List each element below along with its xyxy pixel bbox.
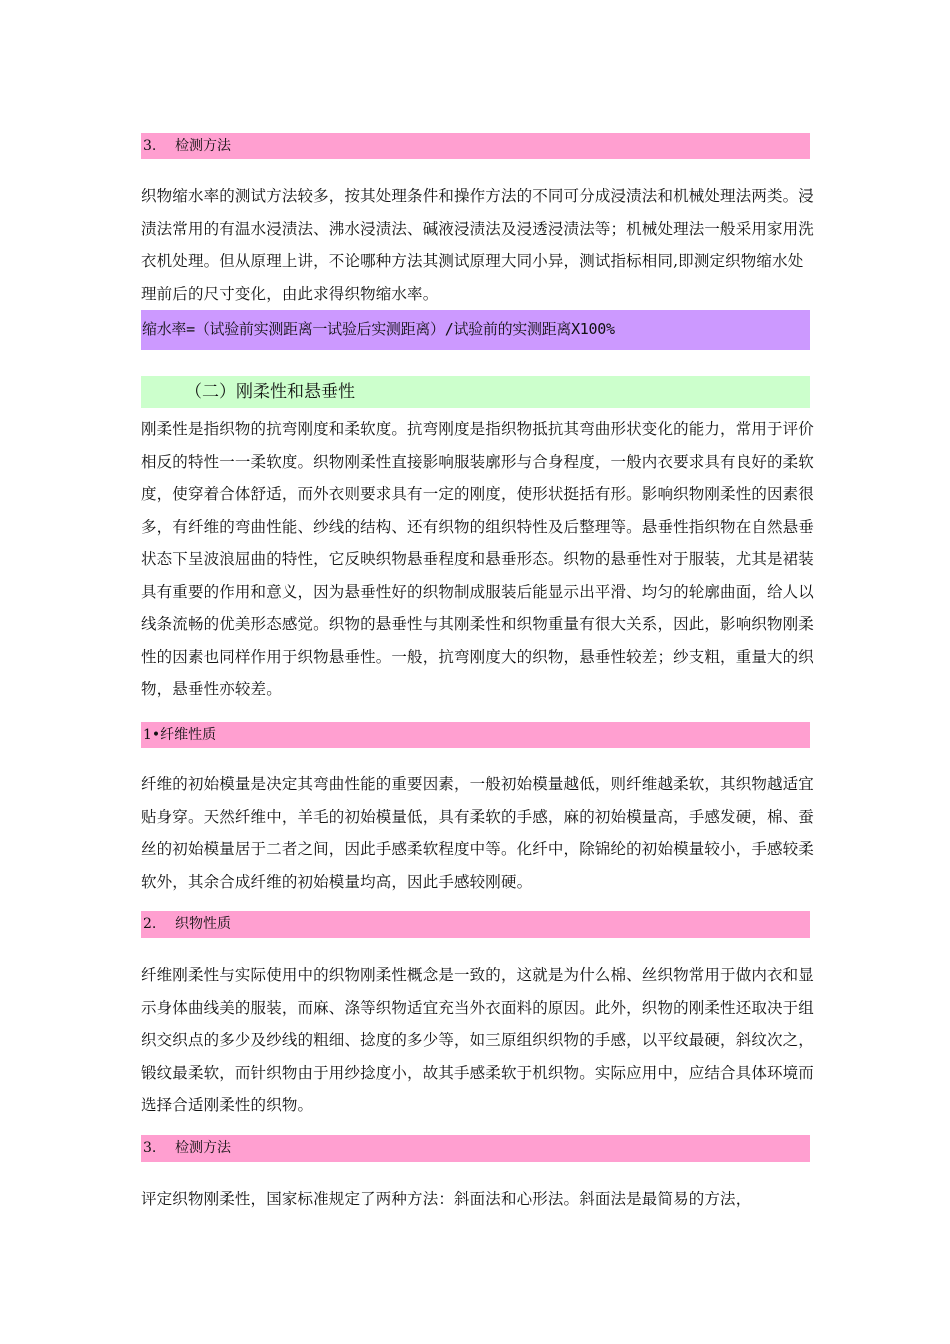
section-number: 2.	[143, 916, 157, 932]
section-title: 检测方法	[175, 1140, 231, 1156]
section-heading-fiber-properties	[141, 722, 810, 748]
section-heading-test-method	[141, 133, 810, 159]
section-heading-stiffness-test	[141, 1135, 810, 1162]
paragraph-stiffness-test: 评定织物刚柔性，国家标准规定了两种方法：斜面法和心形法。斜面法是最简易的方法，	[141, 1190, 752, 1208]
formula-shrinkage-rate: 缩水率=（试验前实测距离一试验后实测距离）/试验前的实测距离X100%	[141, 310, 810, 350]
section-title: 织物性质	[175, 916, 231, 932]
section-title: 1•纤维性质	[143, 727, 217, 743]
paragraph-fabric-properties: 纤维刚柔性与实际使用中的织物刚柔性概念是一致的，这就是为什么棉、丝织物常用于做内衣和显示身体曲线美的服装，而麻、涤等织物适宜充当外衣面料的原因。此外，织物的刚柔性还取决于组织交织点的多少及纱线的粗细、捻度的多少等，如三原组织织物的手感，以平纹最硬，斜纹次之，锻纹最柔软，而针织物由于用纱捻度小，故其手感柔软于机织物。实际应用中，应结合具体环境而选择合适刚柔性的织物。	[141, 966, 814, 1114]
section-number: 3.	[143, 1140, 157, 1156]
section-title: 检测方法	[175, 138, 231, 154]
section-number: 3.	[143, 138, 157, 154]
paragraph-stiffness-drape: 刚柔性是指织物的抗弯刚度和柔软度。抗弯刚度是指织物抵抗其弯曲形状变化的能力，常用于评价相反的特性一一柔软度。织物刚柔性直接影响服装廓形与合身程度，一般内衣要求具有良好的柔软度，使穿着合体舒适，而外衣则要求具有一定的刚度，使形状挺括有形。影响织物刚柔性的因素很多，有纤维的弯曲性能、纱线的结构、还有织物的组织特性及后整理等。悬垂性指织物在自然悬垂状态下呈波浪屈曲的特性，它反映织物悬垂程度和悬垂形态。织物的悬垂性对于服装，尤其是裙装具有重要的作用和意义，因为悬垂性好的织物制成服装后能显示出平滑、均匀的轮廓曲面，给人以线条流畅的优美形态感觉。织物的悬垂性与其刚柔性和织物重量有很大关系，因此，影响织物刚柔性的因素也同样作用于织物悬垂性。一般，抗弯刚度大的织物，悬垂性较差；纱支粗，重量大的织物，悬垂性亦较差。	[141, 420, 814, 698]
heading-stiffness-drape: （二）刚柔性和悬垂性	[141, 376, 810, 408]
section-heading-fabric-properties	[141, 911, 810, 938]
paragraph-shrinkage-test: 织物缩水率的测试方法较多，按其处理条件和操作方法的不同可分成浸渍法和机械处理法两类。浸渍法常用的有温水浸渍法、沸水浸渍法、碱液浸渍法及浸透浸渍法等；机械处理法一般采用家用洗衣机处理。但从原理上讲，不论哪种方法其测试原理大同小异，测试指标相同,即测定织物缩水处理前后的尺寸变化，由此求得织物缩水率。	[141, 187, 814, 303]
paragraph-fiber-properties: 纤维的初始模量是决定其弯曲性能的重要因素，一般初始模量越低，则纤维越柔软，其织物越适宜贴身穿。天然纤维中，羊毛的初始模量低，具有柔软的手感，麻的初始模量高，手感发硬，棉、蚕丝的初始模量居于二者之间，因此手感柔软程度中等。化纤中，除锦纶的初始模量较小，手感较柔软外，其余合成纤维的初始模量均高，因此手感较刚硬。	[141, 775, 814, 891]
